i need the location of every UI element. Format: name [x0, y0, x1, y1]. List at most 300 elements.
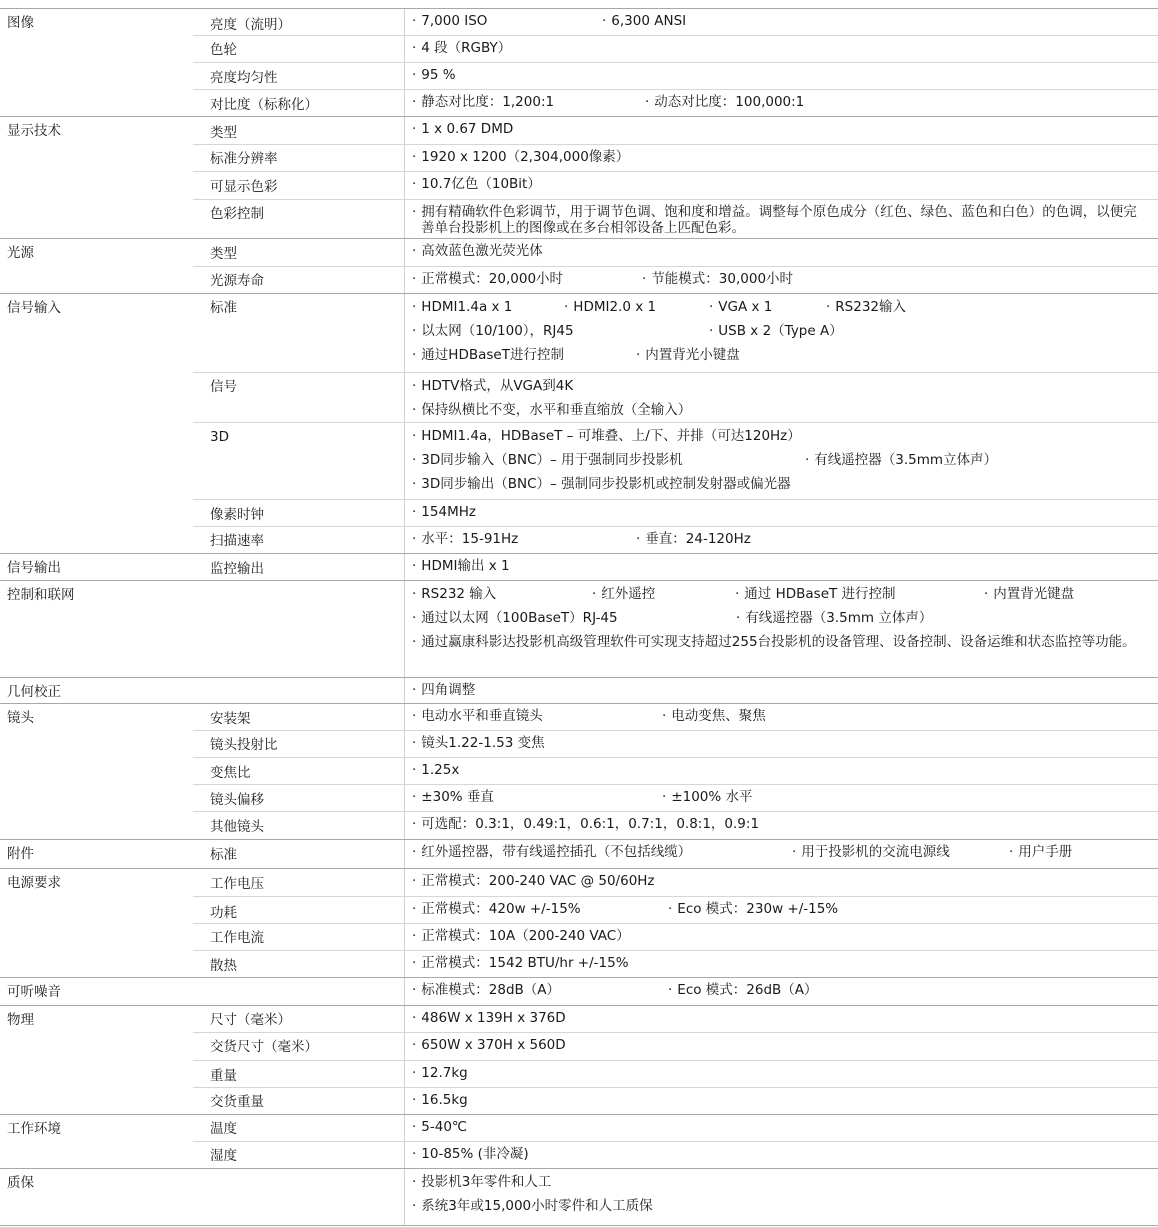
section-rows — [193, 1006, 1158, 1114]
spec-section — [0, 677, 1158, 703]
bullet-icon: · — [662, 708, 667, 724]
value-item — [602, 9, 686, 34]
value-line — [412, 267, 1148, 292]
spec-values — [404, 1142, 1158, 1168]
value-item — [412, 527, 636, 552]
value-line — [412, 731, 1148, 756]
value-text: 系统3年或15,000小时零件和人工质保 — [421, 1198, 653, 1214]
section-title: 可听噪音 — [7, 984, 61, 1000]
bullet-icon: · — [412, 323, 417, 339]
value-text: 标准模式：28dB（A） — [421, 982, 561, 998]
value-text: 通过 HDBaseT 进行控制 — [744, 586, 896, 602]
spec-row — [193, 840, 1158, 868]
spec-row — [193, 923, 1158, 950]
section-rows — [193, 239, 1158, 293]
spec-label — [193, 678, 404, 703]
value-item — [805, 448, 997, 472]
value-line — [412, 117, 1148, 142]
spec-values — [404, 951, 1158, 977]
bullet-icon: · — [412, 13, 417, 29]
spec-values — [404, 1088, 1158, 1114]
section-title: 物理 — [7, 1012, 34, 1028]
bullet-icon: · — [412, 402, 417, 418]
value-item — [736, 606, 932, 630]
spec-section — [0, 553, 1158, 580]
bullet-icon: · — [412, 452, 417, 468]
value-text: 内置背光键盘 — [993, 586, 1075, 602]
value-item — [412, 374, 573, 398]
spec-row — [193, 9, 1158, 35]
spec-values — [404, 840, 1158, 868]
spec-row — [193, 757, 1158, 784]
spec-label: 色彩控制 — [210, 206, 264, 222]
bullet-icon: · — [412, 476, 417, 492]
value-item — [412, 554, 510, 579]
value-item — [642, 267, 793, 292]
bullet-icon: · — [412, 531, 417, 547]
value-line — [412, 1142, 1148, 1167]
bullet-icon: · — [412, 149, 417, 165]
bullet-icon: · — [412, 982, 417, 998]
spec-values — [404, 581, 1158, 677]
value-line — [412, 90, 1148, 115]
value-line — [412, 1194, 1148, 1218]
value-text: 154MHz — [421, 504, 476, 520]
value-line — [412, 424, 1148, 448]
value-text: 10.7亿色（10Bit） — [421, 176, 541, 192]
value-text: RS232 输入 — [421, 586, 497, 602]
spec-row — [193, 896, 1158, 923]
spec-row — [193, 978, 1158, 1005]
value-item — [412, 951, 629, 976]
value-text: ±30% 垂直 — [421, 789, 494, 805]
spec-row — [193, 199, 1158, 238]
value-text: 1920 x 1200（2,304,000像素） — [421, 149, 630, 165]
value-text: 有线遥控器（3.5mm 立体声） — [745, 610, 933, 626]
spec-values — [404, 423, 1158, 499]
spec-row — [193, 784, 1158, 811]
spec-values — [404, 172, 1158, 199]
value-text: 486W x 139H x 376D — [421, 1010, 566, 1026]
value-text: 水平：15-91Hz — [421, 531, 519, 547]
value-text: USB x 2（Type A） — [718, 323, 843, 339]
spec-label: 标准 — [210, 300, 237, 316]
bullet-icon: · — [668, 901, 673, 917]
section-rows — [193, 840, 1158, 868]
spec-section — [0, 238, 1158, 293]
value-item — [412, 267, 642, 292]
value-item — [412, 1061, 468, 1086]
value-text: 正常模式：10A（200-240 VAC） — [421, 928, 630, 944]
bullet-icon: · — [709, 323, 714, 339]
spec-row — [193, 1169, 1158, 1225]
value-text: 通过HDBaseT进行控制 — [421, 347, 564, 363]
value-text: 16.5kg — [421, 1092, 468, 1108]
value-line — [412, 500, 1148, 525]
section-rows — [193, 117, 1158, 238]
value-item — [412, 758, 459, 783]
bullet-icon: · — [412, 243, 417, 259]
value-item — [412, 704, 662, 729]
value-item — [412, 1194, 653, 1218]
spec-row — [193, 678, 1158, 703]
spec-row — [193, 1115, 1158, 1141]
bullet-icon: · — [412, 1010, 417, 1026]
value-item — [412, 1033, 566, 1058]
value-text: 投影机3年零件和人工 — [421, 1174, 552, 1190]
section-title: 显示技术 — [7, 123, 61, 139]
section-rows — [193, 554, 1158, 580]
value-text: HDMI1.4a，HDBaseT – 可堆叠、上/下、并排（可达120Hz） — [421, 428, 801, 444]
value-text: VGA x 1 — [718, 299, 773, 315]
bullet-icon: · — [412, 176, 417, 192]
section-rows — [193, 1115, 1158, 1168]
bullet-icon: · — [592, 586, 597, 602]
value-text: 通过赢康科影达投影机高级管理软件可实现支持超过255台投影机的设备管理、设备控制、设备运维和状态监控等功能。 — [421, 634, 1136, 650]
value-line — [412, 704, 1148, 729]
value-text: 6,300 ANSI — [611, 13, 687, 29]
bullet-icon: · — [412, 789, 417, 805]
spec-values — [404, 869, 1158, 896]
bullet-icon: · — [412, 121, 417, 137]
spec-values — [404, 554, 1158, 580]
spec-row — [193, 89, 1158, 116]
value-text: 拥有精确软件色彩调节，用于调节色调、饱和度和增益。调整每个原色成分（红色、绿色、蓝色和白色）的色调，以便完善单台投影机上的图像或在多台相邻设备上匹配色彩。 — [421, 204, 1137, 236]
spec-row — [193, 144, 1158, 171]
spec-label: 交货重量 — [210, 1094, 264, 1110]
value-item — [412, 500, 476, 525]
spec-label: 镜头投射比 — [210, 737, 278, 753]
spec-values — [404, 500, 1158, 526]
value-item — [412, 172, 541, 197]
bullet-icon: · — [412, 504, 417, 520]
bullet-icon: · — [412, 634, 417, 650]
value-item — [412, 9, 602, 34]
bullet-icon: · — [412, 1092, 417, 1108]
section-title: 附件 — [7, 846, 34, 862]
value-item — [412, 869, 655, 894]
spec-label: 工作电流 — [210, 930, 264, 946]
section-title: 工作环境 — [7, 1121, 61, 1137]
value-item — [412, 582, 592, 606]
value-line — [412, 527, 1148, 552]
section-rows — [193, 869, 1158, 977]
bullet-icon: · — [412, 735, 417, 751]
spec-values — [404, 145, 1158, 171]
value-item — [709, 295, 826, 319]
value-item — [412, 678, 475, 703]
value-text: 通过以太网（100BaseT）RJ-45 — [421, 610, 618, 626]
value-item — [412, 145, 629, 170]
value-line — [412, 554, 1148, 579]
value-text: 可选配：0.3:1，0.49:1，0.6:1，0.7:1，0.8:1，0.9:1 — [421, 816, 760, 832]
spec-row — [193, 704, 1158, 730]
bullet-icon: · — [412, 299, 417, 315]
value-line — [412, 924, 1148, 949]
bullet-icon: · — [412, 708, 417, 724]
spec-values — [404, 200, 1158, 238]
value-item — [412, 472, 791, 496]
spec-values — [404, 9, 1158, 35]
value-text: HDMI2.0 x 1 — [573, 299, 657, 315]
bullet-icon: · — [412, 94, 417, 110]
section-rows — [193, 704, 1158, 839]
value-item — [412, 1088, 468, 1113]
value-item — [668, 897, 838, 922]
spec-label: 变焦比 — [210, 765, 251, 781]
value-line — [412, 582, 1148, 606]
value-text: 95 % — [421, 67, 456, 83]
spec-row — [193, 239, 1158, 266]
value-item — [662, 785, 753, 810]
value-line — [412, 1061, 1148, 1086]
bullet-icon: · — [805, 452, 810, 468]
section-title: 镜头 — [7, 710, 34, 726]
section-title: 光源 — [7, 245, 34, 261]
value-text: 4 段（RGBY） — [421, 40, 512, 56]
value-line — [412, 472, 1148, 496]
spec-label: 3D — [210, 429, 229, 445]
spec-label: 对比度（标称化） — [210, 97, 318, 113]
spec-row — [193, 294, 1158, 372]
value-item — [412, 978, 668, 1003]
spec-section — [0, 580, 1158, 677]
spec-row — [193, 1087, 1158, 1114]
value-line — [412, 239, 1148, 264]
value-text: 内置背光小键盘 — [645, 347, 740, 363]
spec-label: 湿度 — [210, 1148, 237, 1164]
spec-label: 亮度均匀性 — [210, 70, 278, 86]
spec-values — [404, 239, 1158, 266]
spec-label: 散热 — [210, 958, 237, 974]
bullet-icon: · — [662, 789, 667, 805]
spec-label: 交货尺寸（毫米） — [210, 1039, 318, 1055]
spec-label: 色轮 — [210, 42, 237, 58]
spec-section — [0, 703, 1158, 839]
value-text: 红外遥控 — [601, 586, 656, 602]
value-line — [412, 812, 1148, 837]
value-item — [668, 978, 818, 1003]
spec-label: 其他镜头 — [210, 819, 264, 835]
value-text: 红外遥控器，带有线遥控插孔（不包括线缆） — [421, 844, 692, 860]
value-item — [412, 204, 1148, 236]
value-item — [412, 448, 805, 472]
spec-values — [404, 785, 1158, 811]
spec-section — [0, 8, 1158, 116]
value-item — [735, 582, 984, 606]
value-item — [412, 924, 630, 949]
value-line — [412, 1115, 1148, 1140]
bullet-icon: · — [792, 844, 797, 860]
spec-values — [404, 1033, 1158, 1060]
bullet-icon: · — [412, 1198, 417, 1214]
spec-label: 像素时钟 — [210, 507, 264, 523]
section-title: 电源要求 — [7, 875, 61, 891]
spec-label: 功耗 — [210, 905, 237, 921]
section-rows — [193, 581, 1158, 677]
value-text: 1.25x — [421, 762, 460, 778]
spec-values — [404, 90, 1158, 116]
spec-values — [404, 373, 1158, 422]
value-line — [412, 448, 1148, 472]
value-line — [412, 172, 1148, 197]
section-rows — [193, 294, 1158, 553]
section-title: 信号输入 — [7, 300, 61, 316]
value-item — [592, 582, 735, 606]
value-text: 高效蓝色激光荧光体 — [421, 243, 543, 259]
value-line — [412, 1170, 1148, 1194]
value-text: ±100% 水平 — [671, 789, 753, 805]
value-text: 正常模式：200-240 VAC @ 50/60Hz — [421, 873, 655, 889]
value-item — [792, 840, 1009, 865]
value-item — [412, 295, 564, 319]
value-item — [412, 731, 545, 756]
spec-label: 温度 — [210, 1121, 237, 1137]
value-text: 12.7kg — [421, 1065, 468, 1081]
value-item — [412, 1170, 551, 1194]
value-text: 3D同步输出（BNC）– 强制同步投影机或控制发射器或偏光器 — [421, 476, 791, 492]
value-text: 7,000 ISO — [421, 13, 488, 29]
value-item — [412, 343, 636, 367]
value-item — [412, 1142, 529, 1167]
value-item — [662, 704, 766, 729]
value-item — [412, 785, 662, 810]
spec-values — [404, 1115, 1158, 1141]
value-item — [412, 117, 513, 142]
value-item — [412, 319, 709, 343]
value-line — [412, 630, 1148, 655]
bullet-icon: · — [642, 271, 647, 287]
value-line — [412, 374, 1148, 398]
value-text: RS232输入 — [835, 299, 907, 315]
bullet-icon: · — [1009, 844, 1014, 860]
value-line — [412, 145, 1148, 170]
value-line — [412, 343, 1148, 367]
value-text: HDMI1.4a x 1 — [421, 299, 513, 315]
value-line — [412, 785, 1148, 810]
spec-label — [193, 1169, 404, 1225]
value-text: 10-85% (非冷凝) — [421, 1146, 529, 1162]
section-title: 信号输出 — [7, 560, 61, 576]
value-item — [412, 606, 736, 630]
value-line — [412, 398, 1148, 422]
spec-row — [193, 372, 1158, 422]
bullet-icon: · — [412, 1174, 417, 1190]
bullet-icon: · — [412, 40, 417, 56]
value-text: 保持纵横比不变，水平和垂直缩放（全输入） — [421, 402, 692, 418]
bullet-icon: · — [564, 299, 569, 315]
value-text: 3D同步输入（BNC）– 用于强制同步投影机 — [421, 452, 683, 468]
bullet-icon: · — [735, 586, 740, 602]
spec-label: 类型 — [210, 246, 237, 262]
spec-values — [404, 758, 1158, 784]
spec-label: 扫描速率 — [210, 533, 264, 549]
value-item — [412, 812, 759, 837]
value-item — [412, 398, 691, 422]
bullet-icon: · — [412, 347, 417, 363]
bullet-icon: · — [412, 204, 417, 220]
value-line — [412, 9, 1148, 34]
value-text: 电动变焦、聚焦 — [671, 708, 766, 724]
value-line — [412, 606, 1148, 630]
spec-label: 工作电压 — [210, 876, 264, 892]
value-item — [412, 897, 668, 922]
section-rows — [193, 678, 1158, 703]
bullet-icon: · — [412, 428, 417, 444]
value-text: 垂直：24-120Hz — [645, 531, 751, 547]
spec-label — [193, 581, 404, 677]
value-line — [412, 951, 1148, 976]
bullet-icon: · — [412, 67, 417, 83]
spec-label: 亮度（流明） — [210, 17, 291, 33]
spec-row — [193, 554, 1158, 580]
value-text: 四角调整 — [421, 682, 476, 698]
spec-values — [404, 704, 1158, 730]
value-text: 动态对比度：100,000:1 — [654, 94, 805, 110]
spec-row — [193, 869, 1158, 896]
value-text: 正常模式：20,000小时 — [421, 271, 564, 287]
spec-values — [404, 36, 1158, 62]
bullet-icon: · — [412, 271, 417, 287]
bullet-icon: · — [412, 558, 417, 574]
value-text: 电动水平和垂直镜头 — [421, 708, 543, 724]
bullet-icon: · — [668, 982, 673, 998]
section-rows — [193, 9, 1158, 116]
bullet-icon: · — [412, 844, 417, 860]
spec-label — [193, 978, 404, 1005]
spec-row — [193, 1006, 1158, 1032]
value-line — [412, 63, 1148, 88]
value-item — [636, 343, 740, 367]
bullet-icon: · — [826, 299, 831, 315]
value-item — [412, 1006, 566, 1031]
bullet-icon: · — [984, 586, 989, 602]
value-text: 正常模式：420w +/-15% — [421, 901, 581, 917]
value-item — [412, 63, 456, 88]
spec-section — [0, 977, 1158, 1005]
value-item — [984, 582, 1074, 606]
value-line — [412, 1006, 1148, 1031]
spec-section — [0, 1005, 1158, 1114]
spec-section — [0, 1114, 1158, 1168]
value-line — [412, 1033, 1148, 1058]
value-item — [645, 90, 804, 115]
spec-values — [404, 1061, 1158, 1087]
value-item — [412, 36, 511, 61]
spec-label: 监控输出 — [210, 561, 264, 577]
bullet-icon: · — [412, 378, 417, 394]
spec-values — [404, 527, 1158, 553]
value-text: 正常模式：1542 BTU/hr +/-15% — [421, 955, 629, 971]
value-text: 静态对比度：1,200:1 — [421, 94, 555, 110]
bullet-icon: · — [412, 955, 417, 971]
value-text: HDMI输出 x 1 — [421, 558, 510, 574]
value-text: 以太网（10/100），RJ45 — [421, 323, 574, 339]
bullet-icon: · — [412, 682, 417, 698]
value-text: Eco 模式：26dB（A） — [677, 982, 818, 998]
bullet-icon: · — [736, 610, 741, 626]
spec-table — [0, 8, 1158, 1226]
spec-section — [0, 1168, 1158, 1226]
bullet-icon: · — [412, 1037, 417, 1053]
value-text: 节能模式：30,000小时 — [651, 271, 794, 287]
value-text: 用户手册 — [1018, 844, 1073, 860]
spec-section — [0, 868, 1158, 977]
value-line — [412, 978, 1148, 1003]
value-line — [412, 758, 1148, 783]
spec-section — [0, 116, 1158, 238]
spec-row — [193, 499, 1158, 526]
